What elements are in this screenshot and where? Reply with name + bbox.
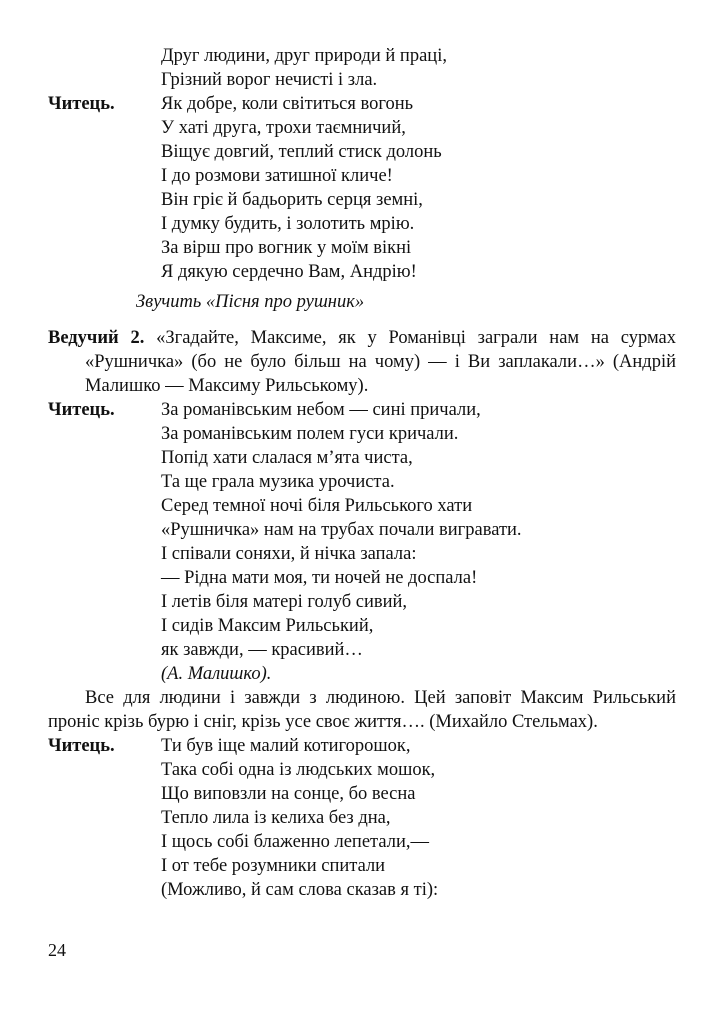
verse-line: — Рідна мати моя, ти ночей не доспала! <box>161 568 478 588</box>
verse-line: (Можливо, й сам слова сказав я ті): <box>161 880 439 900</box>
page-text <box>48 44 676 902</box>
verse-block-4 <box>48 734 676 902</box>
verse-line: «Рушничка» нам на трубах почали вигравати. <box>161 520 522 540</box>
verse-line: І співали соняхи, й нічка запала: <box>161 544 417 564</box>
verse-line: І думку будить, і золотить мрію. <box>161 214 415 234</box>
verse-line: Та ще грала музика урочиста. <box>161 472 395 492</box>
verse-line: Як добре, коли світиться вогонь <box>161 94 414 114</box>
verse-line: як завжди, — красивий… <box>161 640 363 660</box>
verse-line: Серед темної ночі біля Рильського хати <box>161 496 473 516</box>
stage-direction: Звучить «Пісня про рушник» <box>136 292 365 312</box>
verse-lines <box>161 44 676 92</box>
verse-lines <box>161 398 676 686</box>
verse-line: Тепло лила із келиха без дна, <box>161 808 391 828</box>
speaker-label: Читець. <box>48 400 115 420</box>
verse-line: Ти був іще малий котигорошок, <box>161 736 411 756</box>
verse-line: І летів біля матері голуб сивий, <box>161 592 408 612</box>
verse-line: І до розмови затишної кличе! <box>161 166 393 186</box>
verse-lines <box>161 92 676 284</box>
verse-line: За романівським полем гуси кричали. <box>161 424 459 444</box>
verse-line: Грізний ворог нечисті і зла. <box>161 70 378 90</box>
verse-line: І щось собі блаженно лепетали,— <box>161 832 429 852</box>
verse-block-3 <box>48 398 676 686</box>
verse-line: Така собі одна із людських мошок, <box>161 760 436 780</box>
prose-paragraph: Все для людини і завжди з людиною. Цей заповіт Максим Рильський проніс крізь бурю і сніг, крізь усе своє життя…. (Михайло Стельмах). <box>48 688 676 732</box>
verse-line: Він гріє й бадьорить серця земні, <box>161 190 423 210</box>
verse-line: І сидів Максим Рильський, <box>161 616 374 636</box>
speaker-label: Читець. <box>48 94 115 114</box>
host-remark <box>48 326 676 398</box>
verse-line: За романівським небом — сині причали, <box>161 400 481 420</box>
speaker-label <box>48 44 161 92</box>
poem-attribution: (А. Малишко). <box>161 664 272 684</box>
speaker-label: Читець. <box>48 736 115 756</box>
host-remark-text: «Згадайте, Максиме, як у Романівці заграли нам на сурмах «Рушничка» (бо не було більш на чому) — і Ви заплакали…» (Андрій Малишко — Максиму Рильському). <box>85 328 677 396</box>
verse-line: Що виповзли на сонце, бо весна <box>161 784 416 804</box>
speaker-label: Ведучий 2. <box>48 328 145 348</box>
verse-line: Друг людини, друг природи й праці, <box>161 46 447 66</box>
verse-line: Віщує довгий, теплий стиск долонь <box>161 142 442 162</box>
verse-line: Попід хати слалася м’ята чиста, <box>161 448 413 468</box>
verse-block-2 <box>48 92 676 284</box>
page-number: 24 <box>48 940 66 960</box>
verse-line: У хаті друга, трохи таємничий, <box>161 118 406 138</box>
verse-line: За вірш про вогник у моїм вікні <box>161 238 412 258</box>
verse-line: Я дякую сердечно Вам, Андрію! <box>161 262 417 282</box>
verse-lines <box>161 734 676 902</box>
verse-block-1 <box>48 44 676 92</box>
verse-line: І от тебе розумники спитали <box>161 856 386 876</box>
